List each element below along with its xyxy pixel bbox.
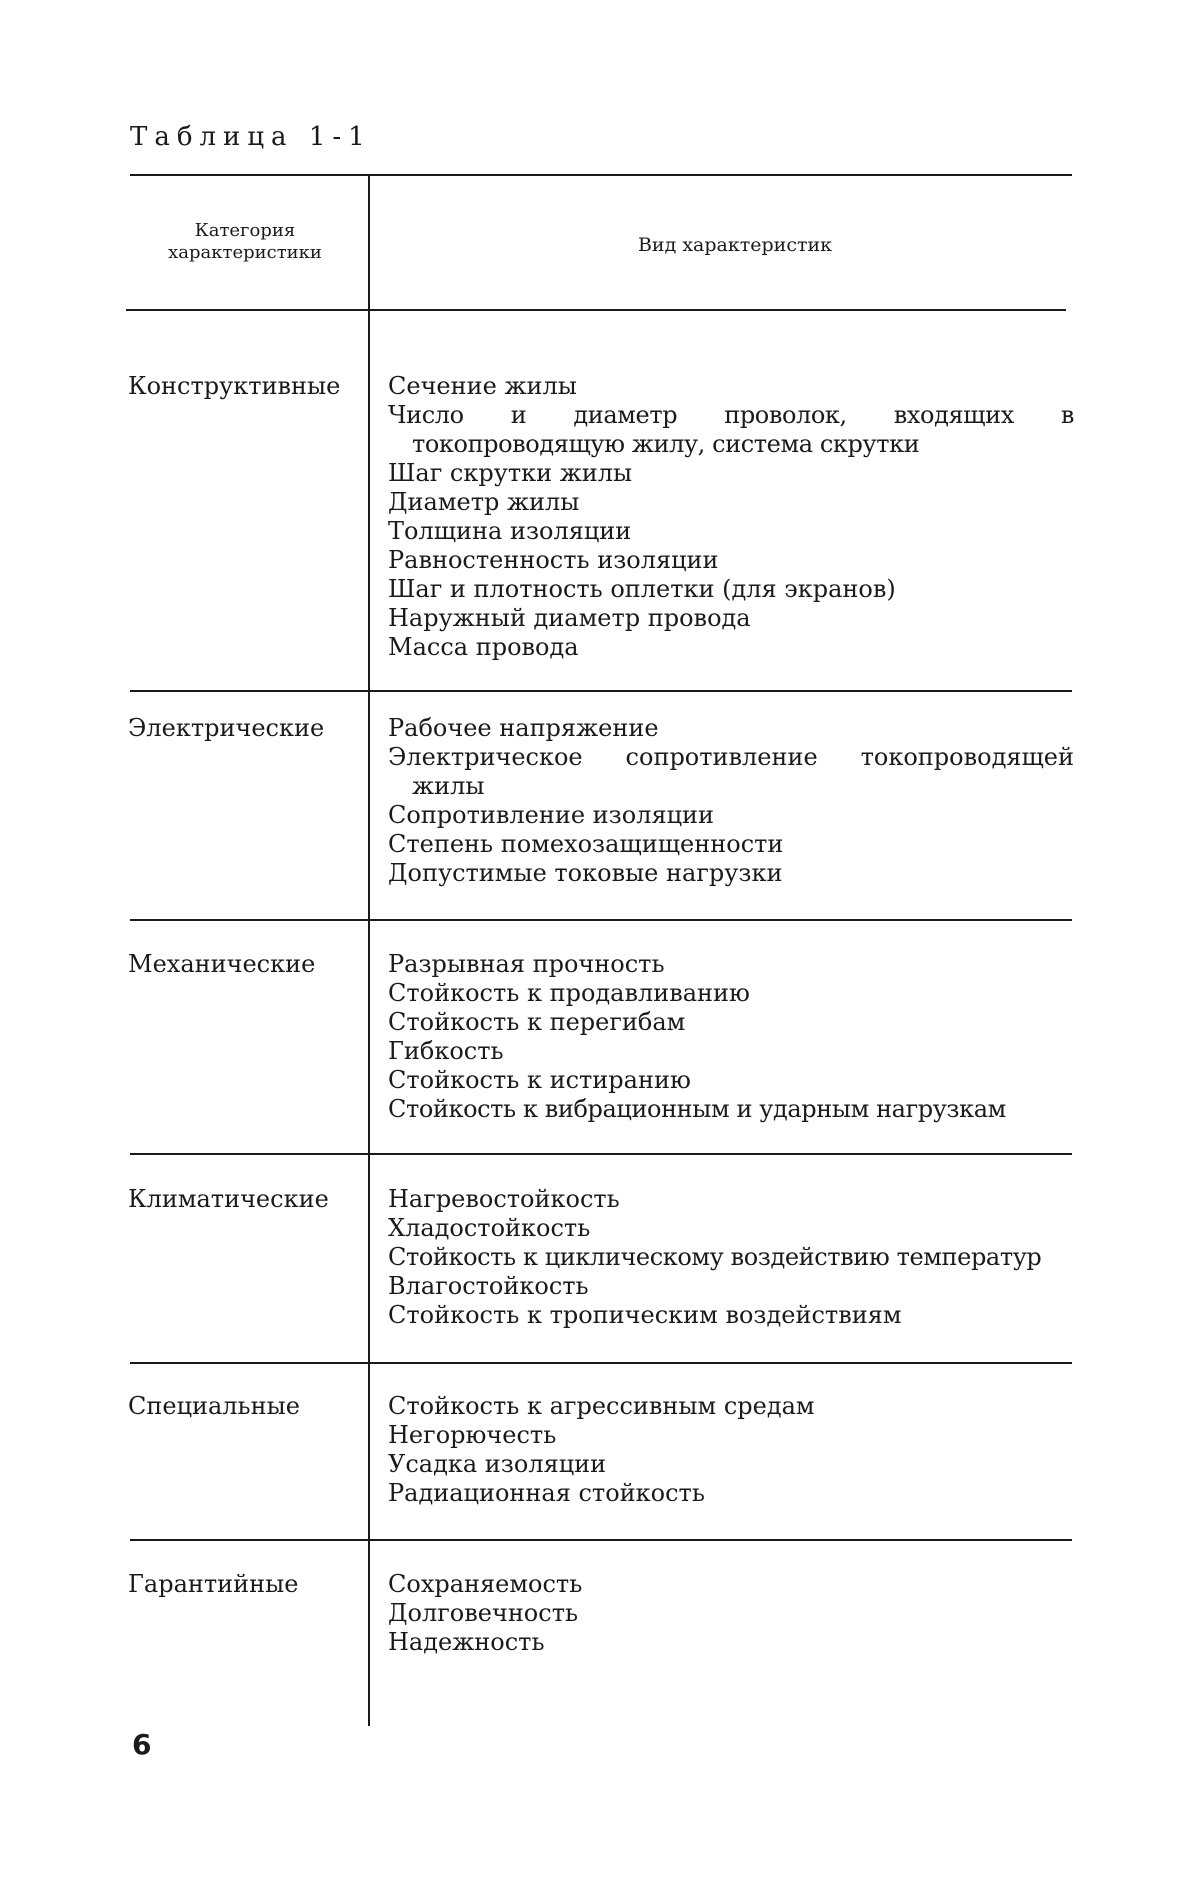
list-item: Степень помехозащищенности [388, 830, 784, 858]
row-category: Специальные [128, 1392, 300, 1420]
list-item: Стойкость к циклическому воздействию температур [388, 1243, 1042, 1271]
list-item: Негорючесть [388, 1421, 557, 1449]
list-item: Сохраняемость [388, 1570, 583, 1598]
row-items [388, 1570, 1074, 1657]
list-item: Толщина изоляции [388, 517, 632, 545]
row-category: Конструктивные [128, 372, 341, 400]
list-item: Нагревостойкость [388, 1185, 620, 1213]
list-item: Гибкость [388, 1037, 504, 1065]
row-separator [130, 1153, 1072, 1155]
row-category: Гарантийные [128, 1570, 299, 1598]
list-item: Усадка изоляции [388, 1450, 607, 1478]
header-kind: Вид характеристик [637, 234, 833, 256]
list-item: Влагостойкость [388, 1272, 589, 1300]
row-category: Электрические [128, 714, 325, 742]
list-item: Шаг скрутки жилы [388, 459, 633, 487]
list-item: Стойкость к агрессивным средам [388, 1392, 815, 1420]
list-item: Надежность [388, 1628, 545, 1656]
list-item: Допустимые токовые нагрузки [388, 859, 783, 887]
list-item: Стойкость к перегибам [388, 1008, 686, 1036]
list-item: Электрическое сопротивление токопроводящей жилы [388, 743, 1074, 800]
list-item: Хладостойкость [388, 1214, 591, 1242]
row-category: Механические [128, 950, 316, 978]
page-number: 6 [132, 1728, 152, 1761]
list-item: Стойкость к тропическим воздействиям [388, 1301, 902, 1329]
column-divider [368, 176, 370, 1726]
list-item: Равностенность изоляции [388, 546, 719, 574]
header-bottom-rule [126, 309, 1066, 311]
list-item: Радиационная стойкость [388, 1479, 705, 1507]
list-item: Долговечность [388, 1599, 579, 1627]
list-item: Разрывная прочность [388, 950, 665, 978]
list-item: Диаметр жилы [388, 488, 580, 516]
row-category: Климатические [128, 1185, 329, 1213]
list-item: Стойкость к истиранию [388, 1066, 691, 1094]
row-items [388, 714, 1074, 888]
row-items [388, 372, 1074, 662]
row-items [388, 950, 1074, 1124]
list-item: Шаг и плотность оплетки (для экранов) [388, 575, 896, 603]
list-item: Рабочее напряжение [388, 714, 659, 742]
row-items [388, 1392, 1074, 1508]
list-item: Стойкость к продавливанию [388, 979, 750, 1007]
table-caption: Таблица 1-1 [130, 122, 372, 152]
list-item: Число и диаметр проволок, входящих в токопроводящую жилу, система скрутки [388, 401, 1074, 458]
row-separator [130, 690, 1072, 692]
header-category: Категория характеристики [168, 220, 322, 263]
list-item: Сопротивление изоляции [388, 801, 715, 829]
row-separator [130, 919, 1072, 921]
row-separator [130, 1362, 1072, 1364]
table-top-rule [130, 174, 1072, 176]
list-item: Сечение жилы [388, 372, 577, 400]
row-items [388, 1185, 1074, 1330]
list-item: Наружный диаметр провода [388, 604, 751, 632]
row-separator [130, 1539, 1072, 1541]
list-item: Стойкость к вибрационным и ударным нагрузкам [388, 1095, 1006, 1123]
list-item: Масса провода [388, 633, 579, 661]
